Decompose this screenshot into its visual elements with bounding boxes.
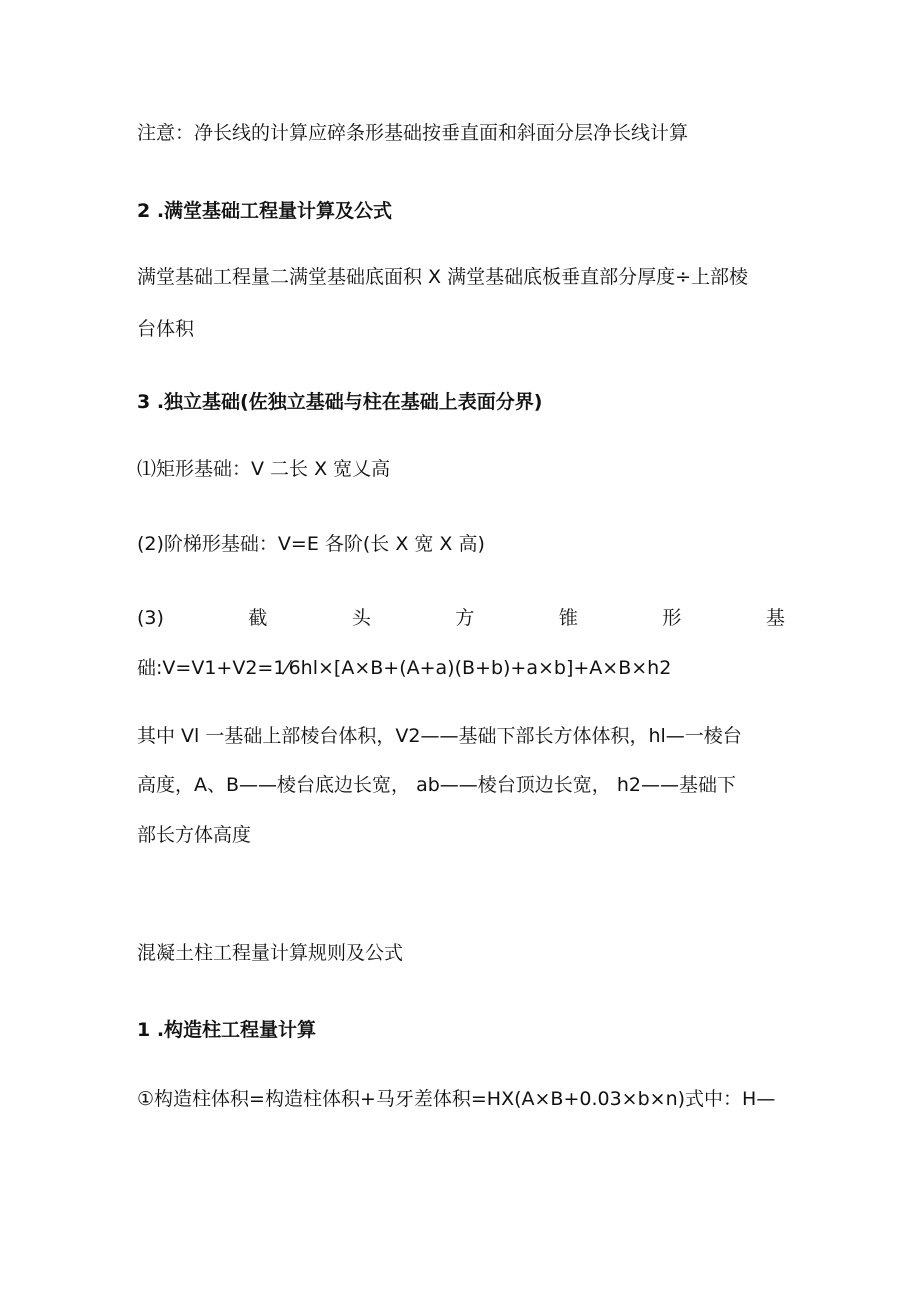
section-3-item-3-line-1	[137, 605, 785, 631]
note-text: 注意：净长线的计算应碎条形基础按垂直面和斜面分层净长线计算	[137, 122, 689, 144]
item-3-token: 方	[455, 607, 475, 629]
item-3-token: 截	[248, 607, 268, 629]
section-3-explain-line-2: 高度，A、B——棱台底边长宽， ab——棱台顶边长宽， h2——基础下	[137, 774, 736, 796]
section-3-explain-line-3: 部长方体高度	[137, 824, 252, 846]
column-section-item-1: ①构造柱体积=构造柱体积+马牙差体积=HX(A×B+0.03×b×n)式中：H—	[137, 1088, 776, 1110]
column-section-heading-1: 1 .构造柱工程量计算	[137, 1019, 317, 1041]
item-3-token: 头	[351, 607, 371, 629]
item-3-token: (3)	[137, 607, 164, 629]
section-2-heading: 2 .满堂基础工程量计算及公式	[137, 200, 393, 222]
section-2-body-line-2: 台体积	[137, 318, 195, 340]
section-3-item-2: (2)阶梯形基础：V=E 各阶(长 X 宽 X 高)	[137, 533, 485, 555]
section-3-heading: 3 .独立基础(佐独立基础与柱在基础上表面分界)	[137, 391, 543, 413]
column-section-title: 混凝土柱工程量计算规则及公式	[137, 942, 404, 964]
item-3-token: 形	[662, 607, 682, 629]
section-3-explain-line-1: 其中 Vl 一基础上部棱台体积，V2——基础下部长方体体积，hl—一棱台	[137, 725, 742, 747]
item-3-token: 基	[765, 607, 785, 629]
item-3-token: 锥	[558, 607, 578, 629]
section-3-item-1: ⑴矩形基础：V 二长 X 宽乂高	[137, 458, 391, 480]
section-3-item-3-formula: 础:V=V1+V2=1⁄6hl×[A×B+(A+a)(B+b)+a×b]+A×B×h2	[137, 657, 672, 679]
section-2-body-line-1: 满堂基础工程量二满堂基础底面积 X 满堂基础底板垂直部分厚度÷上部棱	[137, 266, 749, 288]
